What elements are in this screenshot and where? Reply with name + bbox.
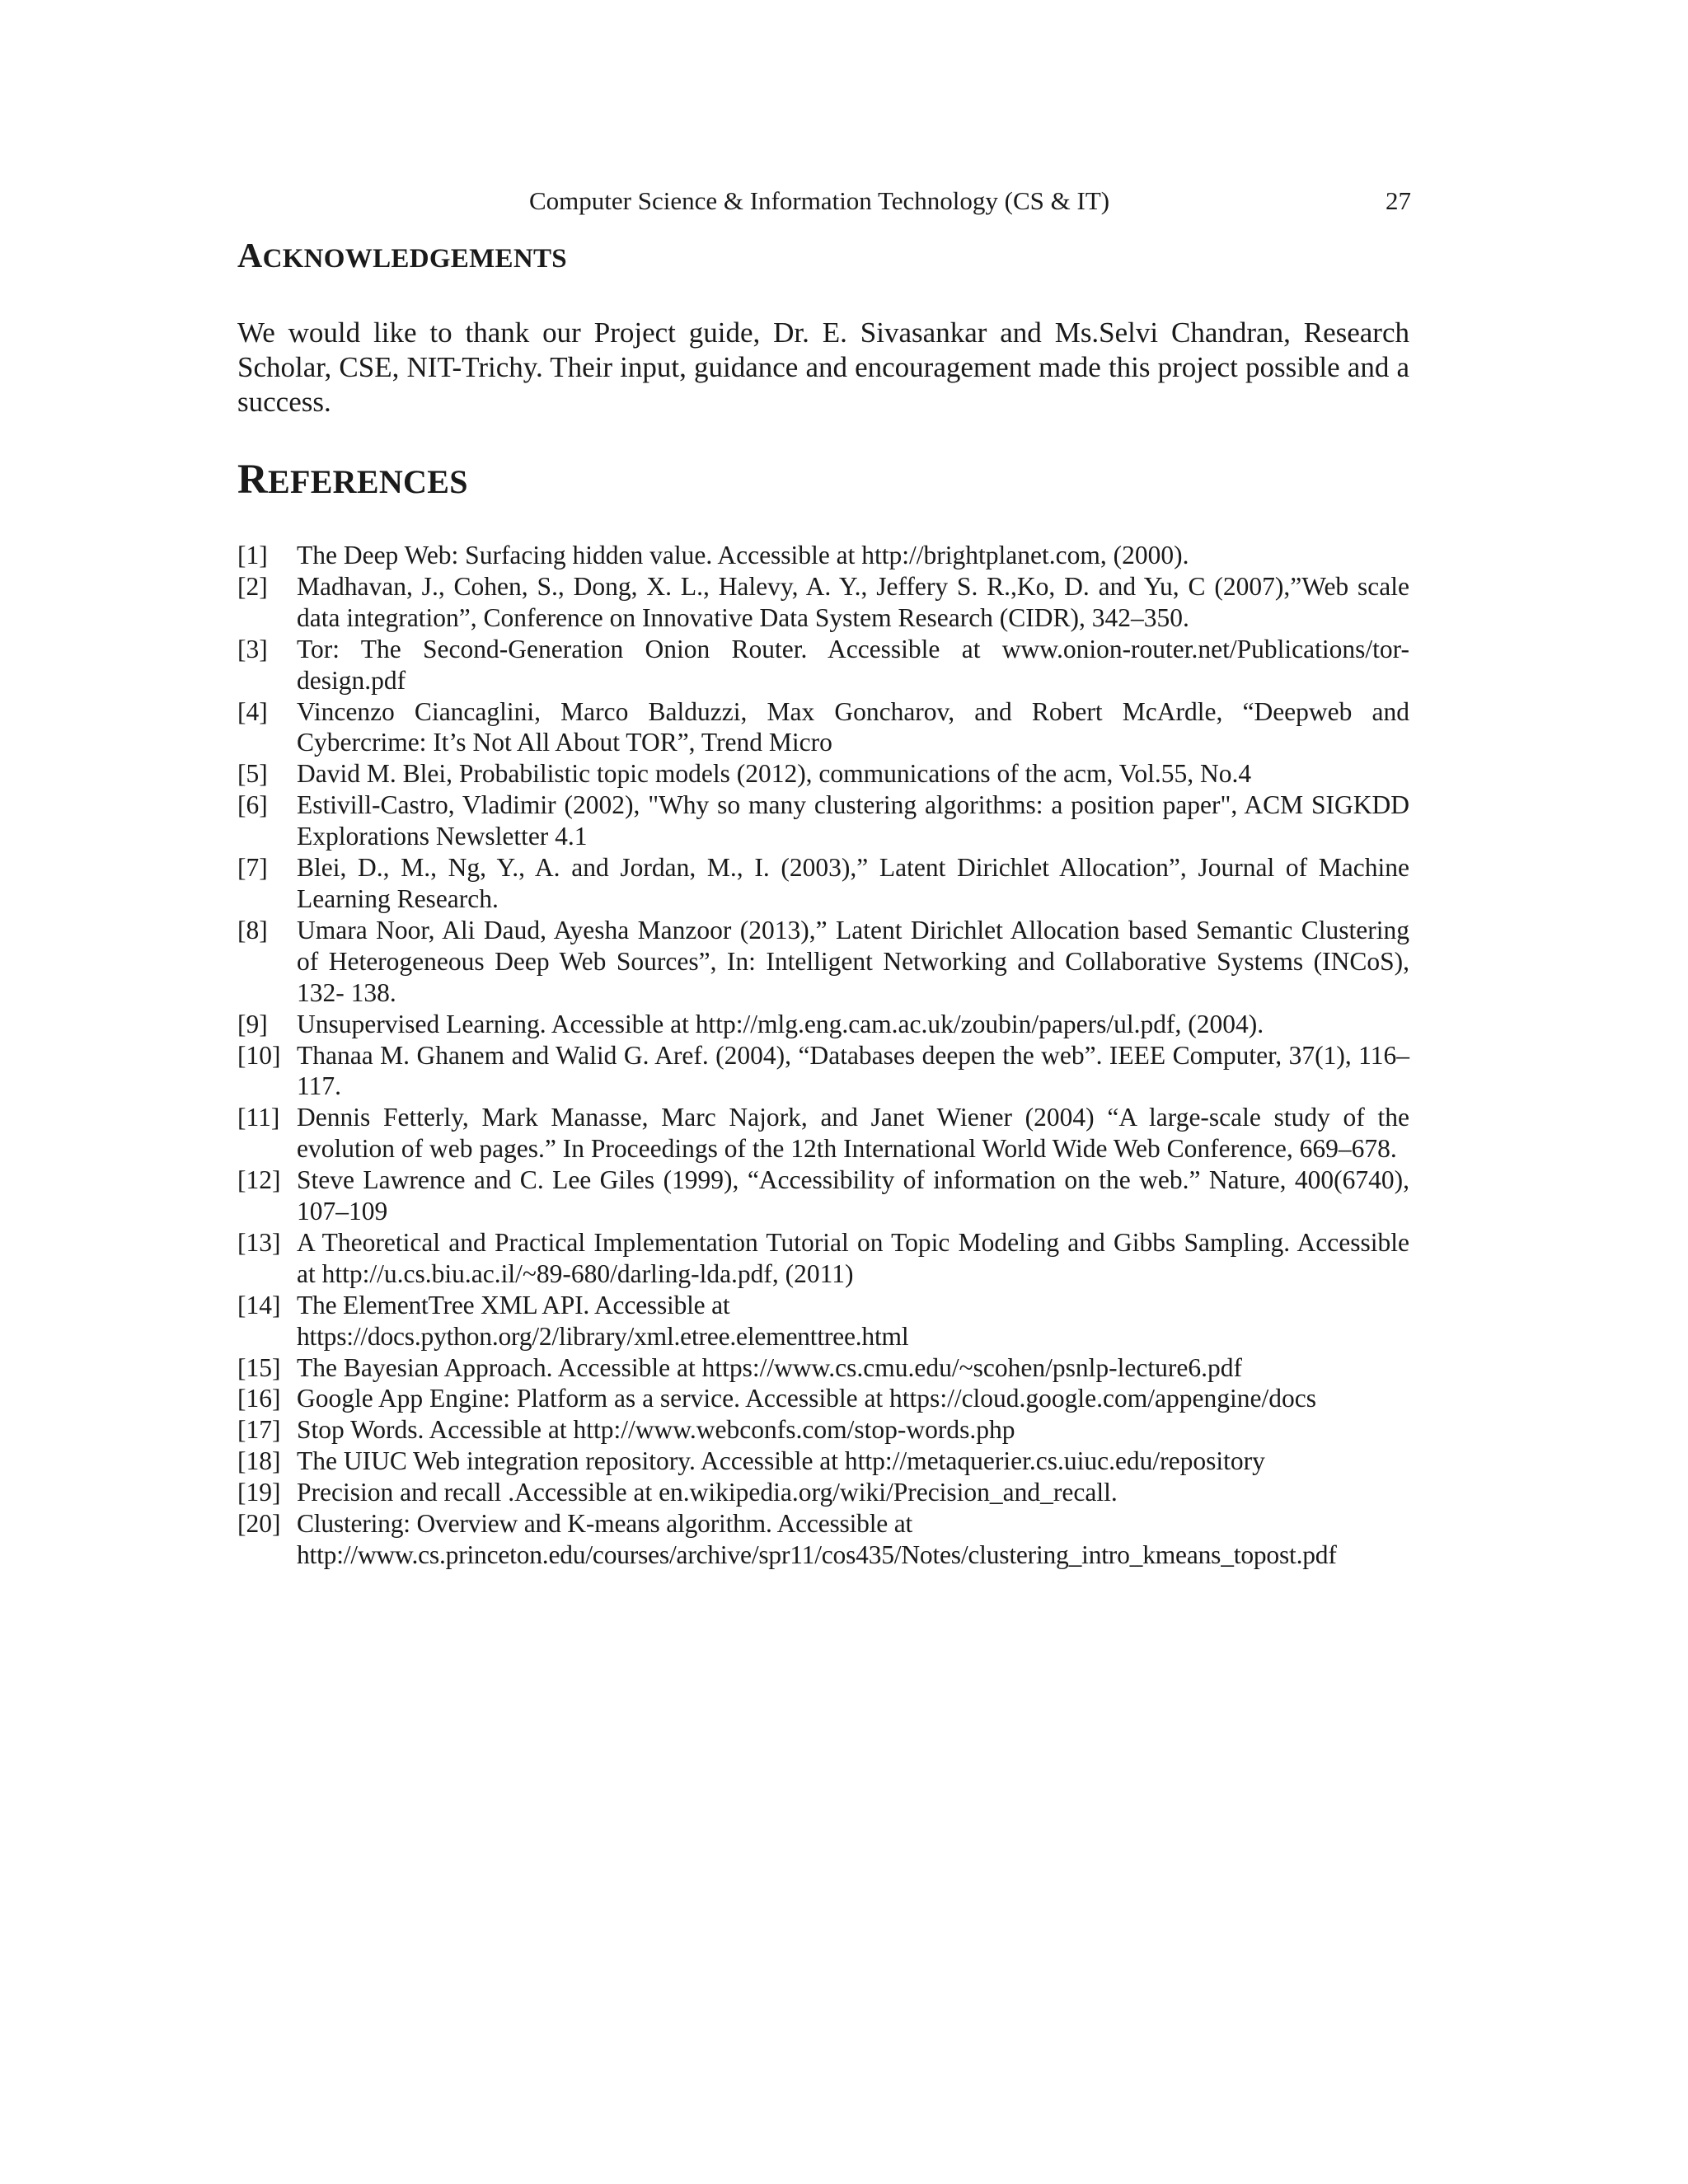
reference-item <box>237 696 1409 759</box>
reference-text: Precision and recall .Accessible at en.wikipedia.org/wiki/Precision_and_recall. <box>297 1478 1118 1507</box>
acknowledgements-text: We would like to thank our Project guide, Dr. E. Sivasankar and Ms.Selvi Chandran, Research Scholar, CSE, NIT-Trichy. Their input, guidance and encouragement made this project possible and a success. <box>237 316 1409 418</box>
reference-text: Steve Lawrence and C. Lee Giles (1999), “Accessibility of information on the web.” Nature, 400(6740), 107–109 <box>297 1165 1409 1226</box>
reference-number: [15] <box>237 1352 281 1382</box>
reference-number: [13] <box>237 1227 281 1257</box>
reference-number: [10] <box>237 1040 281 1070</box>
reference-text: The ElementTree XML API. Accessible at <box>297 1290 730 1319</box>
reference-item <box>237 1508 1409 1571</box>
reference-item <box>237 540 1409 571</box>
reference-number: [4] <box>237 696 268 726</box>
reference-number: [9] <box>237 1009 268 1038</box>
reference-url: https://docs.python.org/2/library/xml.etree.elementtree.html <box>297 1321 909 1351</box>
reference-text: Tor: The Second-Generation Onion Router. Accessible at www.onion-router.net/Publications/tor-design.pdf <box>297 634 1409 695</box>
reference-item <box>237 790 1409 852</box>
reference-item <box>237 1477 1409 1508</box>
reference-text: Unsupervised Learning. Accessible at http://mlg.eng.cam.ac.uk/zoubin/papers/ul.pdf, (2004). <box>297 1009 1264 1038</box>
reference-text: Blei, D., M., Ng, Y., A. and Jordan, M., I. (2003),” Latent Dirichlet Allocation”, Journal of Machine Learning Research. <box>297 853 1409 913</box>
reference-item <box>237 571 1409 634</box>
reference-text: David M. Blei, Probabilistic topic models (2012), communications of the acm, Vol.55, No.4 <box>297 759 1252 789</box>
reference-number: [14] <box>237 1290 281 1319</box>
reference-text: The Bayesian Approach. Accessible at https://www.cs.cmu.edu/~scohen/psnlp-lecture6.pdf <box>297 1352 1242 1382</box>
reference-item <box>237 852 1409 915</box>
reference-number: [11] <box>237 1103 280 1132</box>
reference-number: [19] <box>237 1478 281 1507</box>
reference-item <box>237 1165 1409 1227</box>
reference-text: Estivill-Castro, Vladimir (2002), "Why so many clustering algorithms: a position paper", ACM SIGKDD Explorations Newsletter 4.1 <box>297 790 1409 851</box>
reference-number: [8] <box>237 915 268 944</box>
reference-number: [7] <box>237 853 268 883</box>
heading-initial: A <box>237 237 263 275</box>
reference-item <box>237 1446 1409 1477</box>
reference-number: [6] <box>237 790 268 820</box>
acknowledgements-heading <box>237 239 567 276</box>
reference-text: The Deep Web: Surfacing hidden value. Accessible at http://brightplanet.com, (2000). <box>297 541 1189 569</box>
reference-number: [12] <box>237 1165 281 1195</box>
heading-rest: EFERENCES <box>267 463 468 500</box>
reference-number: [2] <box>237 571 268 601</box>
reference-text: Vincenzo Ciancaglini, Marco Balduzzi, Max Goncharov, and Robert McArdle, “Deepweb and Cybercrime: It’s Not All About TOR”, Trend Micro <box>297 696 1409 757</box>
reference-number: [16] <box>237 1384 281 1413</box>
heading-initial: R <box>237 456 268 502</box>
reference-item <box>237 915 1409 1009</box>
heading-rest: CKNOWLEDGEMENTS <box>262 244 567 274</box>
reference-item <box>237 1290 1409 1352</box>
journal-title: Computer Science & Information Technology (CS & IT) <box>529 186 1110 215</box>
reference-item <box>237 758 1409 790</box>
reference-text: A Theoretical and Practical Implementation Tutorial on Topic Modeling and Gibbs Sampling. Accessible at http://u.cs.biu.ac.il/~89-680/darling-lda.pdf, (2011) <box>297 1227 1409 1288</box>
reference-number: [20] <box>237 1509 281 1539</box>
reference-text: Dennis Fetterly, Mark Manasse, Marc Najork, and Janet Wiener (2004) “A large-scale study of the evolution of web pages.” In Proceedings of the 12th International World Wide Web Conference, 669–678. <box>297 1103 1409 1164</box>
reference-number: [1] <box>237 541 268 569</box>
reference-url: http://www.cs.princeton.edu/courses/archive/spr11/cos435/Notes/clustering_intro_kmeans_topost.pdf <box>297 1540 1337 1569</box>
reference-item <box>237 1383 1409 1414</box>
reference-text: The UIUC Web integration repository. Accessible at http://metaquerier.cs.uiuc.edu/repository <box>297 1446 1265 1476</box>
reference-text: Google App Engine: Platform as a service. Accessible at https://cloud.google.com/appengine/docs <box>297 1384 1316 1413</box>
reference-item <box>237 1040 1409 1103</box>
page-number: 27 <box>1386 186 1411 215</box>
reference-number: [18] <box>237 1446 281 1476</box>
reference-item <box>237 1352 1409 1384</box>
reference-item <box>237 1414 1409 1446</box>
reference-number: [3] <box>237 634 268 663</box>
reference-list <box>237 540 1409 1571</box>
reference-item <box>237 1009 1409 1040</box>
references-heading <box>237 458 468 503</box>
reference-item <box>237 1227 1409 1290</box>
reference-item <box>237 634 1409 696</box>
running-header <box>529 185 1411 218</box>
reference-item <box>237 1102 1409 1165</box>
reference-text: Stop Words. Accessible at http://www.webconfs.com/stop-words.php <box>297 1415 1015 1445</box>
reference-text: Thanaa M. Ghanem and Walid G. Aref. (2004), “Databases deepen the web”. IEEE Computer, 37(1), 116–117. <box>297 1040 1409 1101</box>
reference-number: [5] <box>237 759 268 789</box>
reference-number: [17] <box>237 1415 281 1445</box>
reference-text: Madhavan, J., Cohen, S., Dong, X. L., Halevy, A. Y., Jeffery S. R.,Ko, D. and Yu, C (2007),”Web scale data integration”, Conference on Innovative Data System Research (CIDR), 342–350. <box>297 571 1409 632</box>
reference-text: Clustering: Overview and K-means algorithm. Accessible at <box>297 1509 913 1539</box>
reference-text: Umara Noor, Ali Daud, Ayesha Manzoor (2013),” Latent Dirichlet Allocation based Semantic Clustering of Heterogeneous Deep Web Sources”, In: Intelligent Networking and Collaborative Systems (INCoS), 132- 138. <box>297 915 1409 1007</box>
